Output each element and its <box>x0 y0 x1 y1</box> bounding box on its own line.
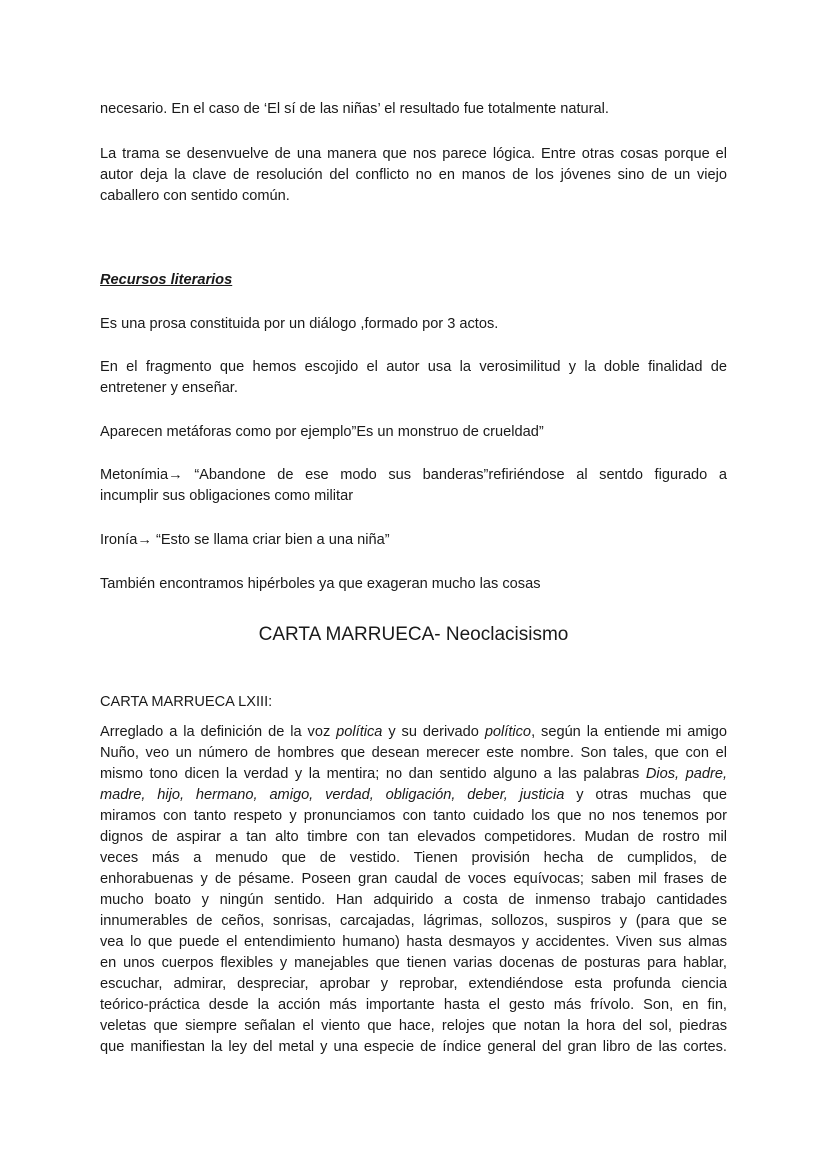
letter-line: vea lo que puede el entendimiento humano) hasta desmayos y accidentes. Viven sus almas <box>100 934 727 950</box>
paragraph-fragment-line: entretener y enseñar. <box>100 380 238 396</box>
paragraph-intro: necesario. En el caso de ‘El sí de las niñas’ el resultado fue totalmente natural. <box>100 101 609 117</box>
paragraph-fragment-line: En el fragmento que hemos escojido el autor usa la verosimilitud y la doble finalidad de <box>100 359 727 375</box>
paragraph-prose: Es una prosa constituida por un diálogo ,formado por 3 actos. <box>100 316 499 332</box>
letter-line: mismo tono dicen la verdad y la mentira; no dan sentido alguno a las palabras Dios, padre, <box>100 766 727 782</box>
letter-line: mucho boato y ningún sentido. Han adquirido a costa de inmenso trabajo cantidades <box>100 892 727 908</box>
letter-line: miramos con tanto respeto y pronunciamos con tanto cuidado los que no nos tenemos por <box>100 808 727 824</box>
letter-line: que manifiestan la ley del metal y una especie de índice general del gran libro de las cortes. <box>100 1039 727 1055</box>
letter-line: dignos de aspirar a tan alto timbre con tan elevados competidores. Mudan de rostro mil <box>100 829 727 845</box>
letter-line: veces más a menudo que de vestido. Tienen provisión hecha de cumplidos, de <box>100 850 727 866</box>
letter-line: innumerables de ceños, sonrisas, carcajadas, lágrimas, sollozos, suspiros y (para que se <box>100 913 727 929</box>
letter-line: enhorabuenas y de pésame. Poseen gran caudal de voces equívocas; saben mil frases de <box>100 871 727 887</box>
paragraph-metonymy-line: incumplir sus obligaciones como militar <box>100 488 354 504</box>
letter-line: Arreglado a la definición de la voz política y su derivado político, según la entiende mi amigo <box>100 724 727 740</box>
paragraph-hyperbole: También encontramos hipérboles ya que exageran mucho las cosas <box>100 576 541 592</box>
paragraph-irony: Ironía→ “Esto se llama criar bien a una niña” <box>100 532 390 548</box>
letter-subtitle: CARTA MARRUECA LXIII: <box>100 694 273 710</box>
paragraph-plot <box>100 144 727 207</box>
letter-line: madre, hijo, hermano, amigo, verdad, obligación, deber, justicia y otras muchas que <box>100 787 727 803</box>
letter-line: escuchar, admirar, despreciar, aprobar y reprobar, extendiéndose esta profunda ciencia <box>100 976 727 992</box>
paragraph-plot-line: La trama se desenvuelve de una manera que nos parece lógica. Entre otras cosas porque el <box>100 146 727 162</box>
letter-line: teórico-práctica desde la acción más importante hasta el gesto más frívolo. Son, en fin, <box>100 997 727 1013</box>
letter-body <box>100 722 727 1058</box>
paragraph-fragment <box>100 357 727 399</box>
document-title: CARTA MARRUECA- Neoclacisismo <box>258 624 569 645</box>
paragraph-plot-line: autor deja la clave de resolución del conflicto no en manos de los jóvenes sino de un viejo <box>100 167 727 183</box>
paragraph-metonymy-line: Metonímia→ “Abandone de ese modo sus banderas”refiriéndose al sentdo figurado a <box>100 467 727 483</box>
letter-line: Nuño, veo un número de hombres que desean merecer este nombre. Son tales, que con el <box>100 745 727 761</box>
section-heading: Recursos literarios <box>100 272 233 288</box>
letter-line: en unos cuerpos flexibles y manejables que tienen varias docenas de posturas para hablar, <box>100 955 727 971</box>
paragraph-metonymy <box>100 465 727 507</box>
letter-line: veletas que siempre señalan el viento que hace, relojes que notan la hora del sol, piedras <box>100 1018 727 1034</box>
paragraph-metaphor: Aparecen metáforas como por ejemplo”Es un monstruo de crueldad” <box>100 424 544 440</box>
paragraph-plot-line: caballero con sentido común. <box>100 188 290 204</box>
